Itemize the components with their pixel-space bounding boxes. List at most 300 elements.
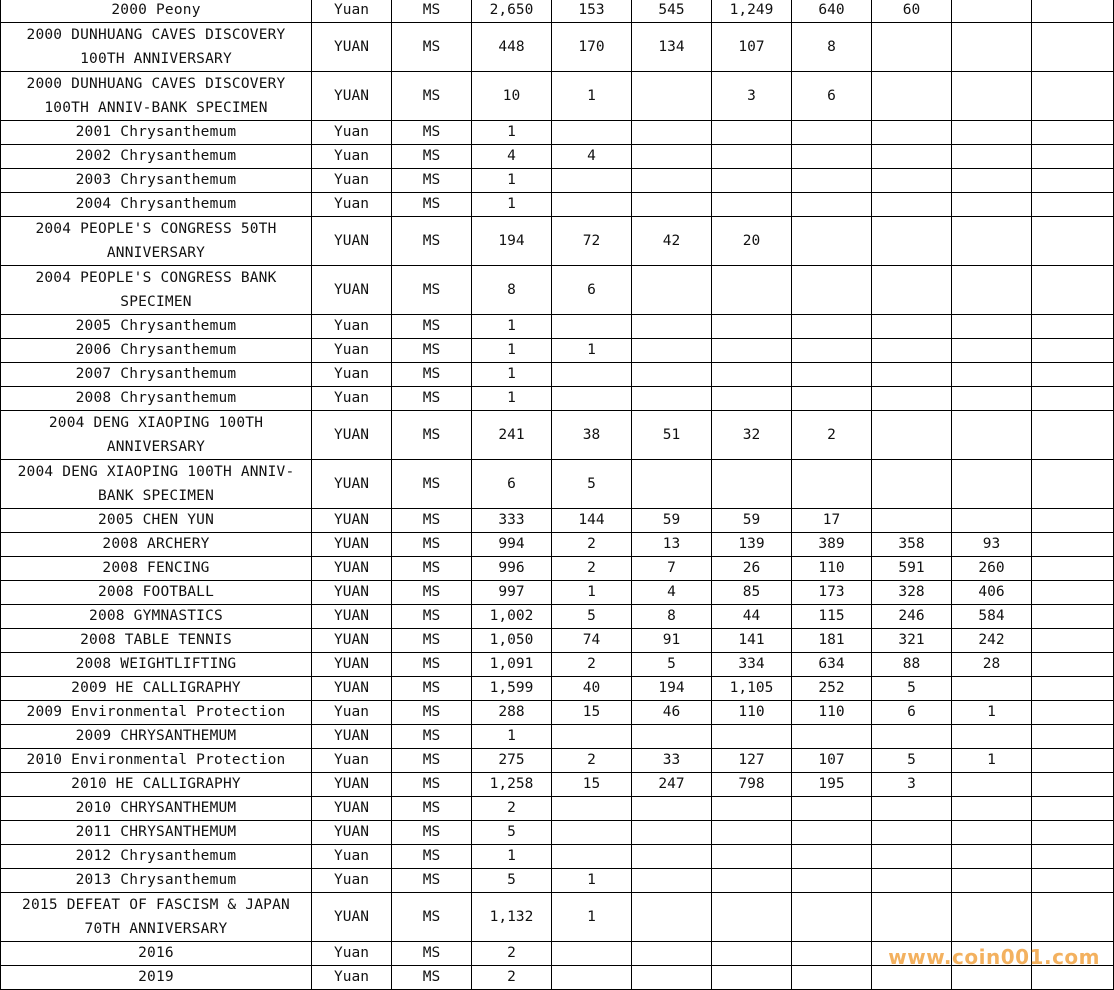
table-row — [1, 169, 1114, 193]
count-cell: 5 — [472, 821, 552, 845]
count-cell: 252 — [792, 677, 872, 701]
count-cell: 1 — [472, 121, 552, 145]
count-cell — [792, 217, 872, 266]
count-cell — [1032, 677, 1114, 701]
count-cell: 20 — [712, 217, 792, 266]
count-cell — [632, 725, 712, 749]
count-cell — [712, 169, 792, 193]
count-cell: 448 — [472, 23, 552, 72]
denomination-cell: YUAN — [312, 605, 392, 629]
count-cell: 334 — [712, 653, 792, 677]
denomination-cell: YUAN — [312, 581, 392, 605]
count-cell — [712, 893, 792, 942]
count-cell — [952, 869, 1032, 893]
count-cell: 1 — [552, 869, 632, 893]
coin-name-cell: 2008 GYMNASTICS — [1, 605, 312, 629]
count-cell: 88 — [872, 653, 952, 677]
denomination-cell: YUAN — [312, 460, 392, 509]
count-cell: 5 — [552, 605, 632, 629]
denomination-cell: Yuan — [312, 942, 392, 966]
grade-cell: MS — [392, 605, 472, 629]
denomination-cell: Yuan — [312, 169, 392, 193]
grade-cell: MS — [392, 387, 472, 411]
count-cell — [952, 387, 1032, 411]
table-row — [1, 701, 1114, 725]
count-cell: 1 — [472, 193, 552, 217]
count-cell: 194 — [632, 677, 712, 701]
count-cell: 6 — [552, 266, 632, 315]
coin-name-cell: 2001 Chrysanthemum — [1, 121, 312, 145]
count-cell — [552, 169, 632, 193]
table-row — [1, 387, 1114, 411]
count-cell — [552, 821, 632, 845]
table-row — [1, 509, 1114, 533]
denomination-cell: YUAN — [312, 725, 392, 749]
grade-cell: MS — [392, 653, 472, 677]
count-cell: 1,091 — [472, 653, 552, 677]
count-cell — [872, 966, 952, 990]
count-cell — [872, 169, 952, 193]
count-cell: 3 — [712, 72, 792, 121]
table-row — [1, 821, 1114, 845]
count-cell: 107 — [792, 749, 872, 773]
count-cell: 2 — [472, 966, 552, 990]
count-cell — [952, 460, 1032, 509]
count-cell — [872, 509, 952, 533]
count-cell: 1,050 — [472, 629, 552, 653]
count-cell: 2 — [552, 557, 632, 581]
table-row — [1, 121, 1114, 145]
count-cell: 2 — [552, 653, 632, 677]
table-body — [1, 0, 1114, 990]
coin-name-cell: 2008 FENCING — [1, 557, 312, 581]
grade-cell: MS — [392, 581, 472, 605]
count-cell — [552, 193, 632, 217]
count-cell: 170 — [552, 23, 632, 72]
count-cell: 8 — [632, 605, 712, 629]
coin-name-cell: 2010 Environmental Protection — [1, 749, 312, 773]
count-cell — [872, 145, 952, 169]
count-cell: 115 — [792, 605, 872, 629]
count-cell: 288 — [472, 701, 552, 725]
count-cell: 5 — [872, 677, 952, 701]
coin-name-cell: 2000 DUNHUANG CAVES DISCOVERY 100TH ANNIV-BANK SPECIMEN — [1, 72, 312, 121]
count-cell — [792, 893, 872, 942]
count-cell: 15 — [552, 773, 632, 797]
count-cell: 153 — [552, 0, 632, 23]
count-cell — [1032, 845, 1114, 869]
grade-cell: MS — [392, 169, 472, 193]
count-cell: 994 — [472, 533, 552, 557]
denomination-cell: Yuan — [312, 966, 392, 990]
count-cell — [872, 193, 952, 217]
count-cell — [872, 72, 952, 121]
denomination-cell: YUAN — [312, 266, 392, 315]
coin-name-cell: 2003 Chrysanthemum — [1, 169, 312, 193]
denomination-cell: YUAN — [312, 72, 392, 121]
count-cell: 6 — [792, 72, 872, 121]
count-cell: 358 — [872, 533, 952, 557]
count-cell — [632, 169, 712, 193]
count-cell — [1032, 23, 1114, 72]
grade-cell: MS — [392, 266, 472, 315]
count-cell — [792, 966, 872, 990]
count-cell: 1 — [552, 339, 632, 363]
count-cell — [712, 363, 792, 387]
coin-name-cell: 2005 CHEN YUN — [1, 509, 312, 533]
count-cell: 241 — [472, 411, 552, 460]
denomination-cell: Yuan — [312, 749, 392, 773]
table-row — [1, 869, 1114, 893]
count-cell: 6 — [472, 460, 552, 509]
grade-cell: MS — [392, 23, 472, 72]
count-cell — [952, 725, 1032, 749]
count-cell: 1,002 — [472, 605, 552, 629]
count-cell: 5 — [472, 869, 552, 893]
count-cell — [872, 725, 952, 749]
count-cell — [952, 893, 1032, 942]
count-cell: 798 — [712, 773, 792, 797]
count-cell — [1032, 533, 1114, 557]
grade-cell: MS — [392, 677, 472, 701]
count-cell — [1032, 797, 1114, 821]
denomination-cell: YUAN — [312, 821, 392, 845]
count-cell — [872, 266, 952, 315]
count-cell: 260 — [952, 557, 1032, 581]
count-cell — [712, 387, 792, 411]
denomination-cell: YUAN — [312, 509, 392, 533]
count-cell: 1 — [472, 169, 552, 193]
grade-cell: MS — [392, 797, 472, 821]
count-cell — [1032, 773, 1114, 797]
count-cell: 134 — [632, 23, 712, 72]
count-cell — [792, 169, 872, 193]
count-cell — [632, 315, 712, 339]
count-cell: 72 — [552, 217, 632, 266]
coin-name-cell: 2002 Chrysanthemum — [1, 145, 312, 169]
count-cell: 139 — [712, 533, 792, 557]
count-cell: 8 — [792, 23, 872, 72]
count-cell — [712, 797, 792, 821]
count-cell: 242 — [952, 629, 1032, 653]
grade-cell: MS — [392, 315, 472, 339]
count-cell — [712, 845, 792, 869]
count-cell — [1032, 145, 1114, 169]
coin-name-cell: 2019 — [1, 966, 312, 990]
coin-name-cell: 2013 Chrysanthemum — [1, 869, 312, 893]
count-cell — [1032, 363, 1114, 387]
count-cell: 181 — [792, 629, 872, 653]
coin-name-cell: 2009 Environmental Protection — [1, 701, 312, 725]
count-cell — [792, 315, 872, 339]
count-cell: 2 — [792, 411, 872, 460]
count-cell — [632, 893, 712, 942]
count-cell: 127 — [712, 749, 792, 773]
table-row — [1, 533, 1114, 557]
grade-cell: MS — [392, 363, 472, 387]
count-cell — [712, 315, 792, 339]
denomination-cell: YUAN — [312, 533, 392, 557]
count-cell — [712, 121, 792, 145]
grade-cell: MS — [392, 629, 472, 653]
count-cell — [952, 266, 1032, 315]
count-cell — [872, 23, 952, 72]
count-cell — [1032, 581, 1114, 605]
count-cell: 107 — [712, 23, 792, 72]
count-cell — [1032, 629, 1114, 653]
count-cell: 996 — [472, 557, 552, 581]
table-row — [1, 797, 1114, 821]
denomination-cell: Yuan — [312, 845, 392, 869]
count-cell: 110 — [712, 701, 792, 725]
table-row — [1, 217, 1114, 266]
count-cell: 74 — [552, 629, 632, 653]
denomination-cell: Yuan — [312, 339, 392, 363]
count-cell: 1 — [552, 72, 632, 121]
table-row — [1, 581, 1114, 605]
count-cell — [792, 266, 872, 315]
count-cell: 5 — [632, 653, 712, 677]
count-cell — [632, 942, 712, 966]
table-row — [1, 725, 1114, 749]
count-cell: 247 — [632, 773, 712, 797]
coin-name-cell: 2009 HE CALLIGRAPHY — [1, 677, 312, 701]
count-cell — [1032, 121, 1114, 145]
count-cell — [792, 121, 872, 145]
denomination-cell: YUAN — [312, 893, 392, 942]
count-cell — [1032, 893, 1114, 942]
count-cell — [952, 339, 1032, 363]
count-cell — [952, 315, 1032, 339]
count-cell — [632, 869, 712, 893]
denomination-cell: YUAN — [312, 411, 392, 460]
denomination-cell: Yuan — [312, 315, 392, 339]
count-cell: 59 — [632, 509, 712, 533]
coin-name-cell: 2000 DUNHUANG CAVES DISCOVERY 100TH ANNIVERSARY — [1, 23, 312, 72]
table-row — [1, 845, 1114, 869]
grade-cell: MS — [392, 725, 472, 749]
count-cell — [792, 193, 872, 217]
count-cell: 1,249 — [712, 0, 792, 23]
count-cell: 275 — [472, 749, 552, 773]
count-cell: 584 — [952, 605, 1032, 629]
count-cell — [552, 121, 632, 145]
denomination-cell: Yuan — [312, 387, 392, 411]
count-cell — [632, 387, 712, 411]
coin-name-cell: 2004 Chrysanthemum — [1, 193, 312, 217]
coin-name-cell: 2016 — [1, 942, 312, 966]
count-cell — [1032, 821, 1114, 845]
count-cell — [792, 797, 872, 821]
count-cell — [1032, 653, 1114, 677]
count-cell — [1032, 966, 1114, 990]
grade-cell: MS — [392, 0, 472, 23]
count-cell: 2 — [472, 797, 552, 821]
count-cell — [952, 797, 1032, 821]
count-cell: 2,650 — [472, 0, 552, 23]
denomination-cell: Yuan — [312, 193, 392, 217]
denomination-cell: Yuan — [312, 701, 392, 725]
count-cell — [632, 266, 712, 315]
count-cell: 1 — [552, 581, 632, 605]
count-cell: 46 — [632, 701, 712, 725]
count-cell — [1032, 266, 1114, 315]
count-cell — [1032, 557, 1114, 581]
table-row — [1, 773, 1114, 797]
count-cell: 42 — [632, 217, 712, 266]
count-cell: 1 — [472, 339, 552, 363]
count-cell: 2 — [552, 749, 632, 773]
grade-cell: MS — [392, 749, 472, 773]
count-cell: 33 — [632, 749, 712, 773]
count-cell: 321 — [872, 629, 952, 653]
count-cell — [792, 821, 872, 845]
count-cell: 545 — [632, 0, 712, 23]
count-cell — [552, 845, 632, 869]
count-cell — [1032, 193, 1114, 217]
table-row — [1, 315, 1114, 339]
count-cell: 1 — [472, 845, 552, 869]
count-cell — [1032, 605, 1114, 629]
count-cell — [1032, 509, 1114, 533]
count-cell: 4 — [472, 145, 552, 169]
table-row — [1, 557, 1114, 581]
count-cell — [952, 773, 1032, 797]
denomination-cell: YUAN — [312, 557, 392, 581]
denomination-cell: Yuan — [312, 121, 392, 145]
count-cell: 591 — [872, 557, 952, 581]
count-cell — [872, 121, 952, 145]
count-cell — [872, 893, 952, 942]
count-cell — [952, 821, 1032, 845]
coin-name-cell: 2008 FOOTBALL — [1, 581, 312, 605]
count-cell — [1032, 72, 1114, 121]
count-cell — [1032, 315, 1114, 339]
grade-cell: MS — [392, 217, 472, 266]
grade-cell: MS — [392, 411, 472, 460]
count-cell: 85 — [712, 581, 792, 605]
coin-name-cell: 2010 CHRYSANTHEMUM — [1, 797, 312, 821]
count-cell — [1032, 749, 1114, 773]
table-row — [1, 629, 1114, 653]
coin-name-cell: 2011 CHRYSANTHEMUM — [1, 821, 312, 845]
table-row — [1, 460, 1114, 509]
count-cell — [952, 509, 1032, 533]
count-cell: 40 — [552, 677, 632, 701]
table-row — [1, 0, 1114, 23]
count-cell: 246 — [872, 605, 952, 629]
count-cell: 1,599 — [472, 677, 552, 701]
table-row — [1, 23, 1114, 72]
count-cell: 44 — [712, 605, 792, 629]
count-cell: 110 — [792, 557, 872, 581]
count-cell — [712, 145, 792, 169]
count-cell — [632, 821, 712, 845]
count-cell — [952, 23, 1032, 72]
count-cell — [1032, 0, 1114, 23]
count-cell: 5 — [552, 460, 632, 509]
count-cell: 328 — [872, 581, 952, 605]
count-cell — [792, 387, 872, 411]
count-cell: 333 — [472, 509, 552, 533]
count-cell: 32 — [712, 411, 792, 460]
coin-name-cell: 2012 Chrysanthemum — [1, 845, 312, 869]
denomination-cell: YUAN — [312, 217, 392, 266]
denomination-cell: YUAN — [312, 677, 392, 701]
count-cell — [952, 363, 1032, 387]
count-cell — [952, 411, 1032, 460]
grade-cell: MS — [392, 821, 472, 845]
coin-name-cell: 2007 Chrysanthemum — [1, 363, 312, 387]
count-cell — [1032, 217, 1114, 266]
grade-cell: MS — [392, 845, 472, 869]
count-cell: 51 — [632, 411, 712, 460]
count-cell: 6 — [872, 701, 952, 725]
grade-cell: MS — [392, 869, 472, 893]
count-cell: 26 — [712, 557, 792, 581]
count-cell — [872, 460, 952, 509]
count-cell: 28 — [952, 653, 1032, 677]
count-cell — [952, 0, 1032, 23]
count-cell — [1032, 460, 1114, 509]
count-cell — [952, 966, 1032, 990]
denomination-cell: YUAN — [312, 773, 392, 797]
count-cell — [632, 460, 712, 509]
count-cell — [552, 942, 632, 966]
count-cell — [952, 193, 1032, 217]
count-cell: 997 — [472, 581, 552, 605]
denomination-cell: YUAN — [312, 629, 392, 653]
count-cell — [792, 845, 872, 869]
count-cell — [632, 193, 712, 217]
count-cell — [872, 797, 952, 821]
count-cell: 13 — [632, 533, 712, 557]
grade-cell: MS — [392, 942, 472, 966]
table-row — [1, 893, 1114, 942]
count-cell: 2 — [472, 942, 552, 966]
count-cell — [712, 725, 792, 749]
count-cell — [712, 821, 792, 845]
grade-cell: MS — [392, 893, 472, 942]
denomination-cell: Yuan — [312, 363, 392, 387]
count-cell — [1032, 725, 1114, 749]
count-cell — [792, 942, 872, 966]
coin-name-cell: 2010 HE CALLIGRAPHY — [1, 773, 312, 797]
count-cell: 640 — [792, 0, 872, 23]
count-cell — [792, 145, 872, 169]
count-cell: 1 — [472, 363, 552, 387]
count-cell: 389 — [792, 533, 872, 557]
count-cell: 406 — [952, 581, 1032, 605]
grade-cell: MS — [392, 701, 472, 725]
coin-name-cell: 2008 WEIGHTLIFTING — [1, 653, 312, 677]
grade-cell: MS — [392, 339, 472, 363]
count-cell: 8 — [472, 266, 552, 315]
count-cell — [792, 460, 872, 509]
count-cell — [552, 725, 632, 749]
count-cell — [1032, 387, 1114, 411]
count-cell — [952, 72, 1032, 121]
count-cell — [712, 339, 792, 363]
grade-cell: MS — [392, 773, 472, 797]
denomination-cell: Yuan — [312, 869, 392, 893]
count-cell — [1032, 339, 1114, 363]
count-cell — [632, 339, 712, 363]
table-row — [1, 677, 1114, 701]
count-cell: 60 — [872, 0, 952, 23]
count-cell — [872, 339, 952, 363]
count-cell — [1032, 169, 1114, 193]
